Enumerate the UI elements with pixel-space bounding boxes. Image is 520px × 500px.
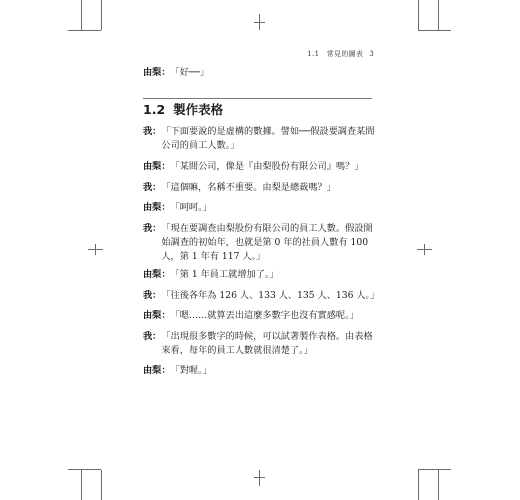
dialogue-text: 「第 1 年員工就增加了。」 — [170, 269, 279, 280]
dialogue-line — [143, 222, 375, 264]
section-heading — [143, 100, 223, 118]
dialogue-text: 「這個嘛，名稱不重要。由梨是總裁嗎？」 — [161, 182, 336, 193]
dialogue-line — [143, 268, 375, 282]
dialogue-line — [143, 201, 375, 215]
dialogue-text: 「呵呵。」 — [170, 202, 212, 213]
dialogue-text: 「某間公司，像是『由梨股份有限公司』嗎？」 — [170, 161, 364, 172]
dialogue-text: 「現在要調查由梨股份有限公司的員工人數。假設開始調查的初始年，也就是第 0 年的社員人數有 100 人，第 1 年有 117 人。」 — [161, 223, 373, 262]
dialogue-line — [143, 181, 375, 195]
crop-mark-top-left-v1 — [101, 0, 102, 30]
speaker-label: 我： — [143, 290, 162, 301]
dialogue-text: 「好──」 — [170, 67, 210, 78]
crop-mark-top-left-v2 — [81, 0, 82, 30]
speaker-label: 由梨： — [143, 365, 171, 376]
section-rule — [143, 98, 372, 99]
header-page-number: 3 — [369, 50, 374, 58]
section-title: 製作表格 — [173, 102, 224, 117]
dialogue-line — [143, 160, 375, 174]
crop-mark-bottom-right-v2 — [438, 470, 439, 500]
header-section-label: 1.1 常見的圖表 — [307, 50, 364, 58]
crop-mark-top-right-v1 — [418, 0, 419, 30]
dialogue-text: 「嗯……就算丟出這麼多數字也沒有實感呢。」 — [170, 310, 359, 321]
dialogue-line — [143, 125, 375, 153]
speaker-label: 由梨： — [143, 310, 171, 321]
speaker-label: 我： — [143, 182, 162, 193]
crop-mark-bottom-right-h — [418, 469, 451, 470]
dialogue-line — [143, 364, 375, 378]
speaker-label: 由梨： — [143, 161, 171, 172]
dialogue-line-intro — [143, 66, 375, 80]
section-number: 1.2 — [143, 102, 166, 117]
crop-mark-left-center-v — [95, 244, 96, 255]
crop-mark-bottom-left-v1 — [101, 470, 102, 500]
speaker-label: 由梨： — [143, 67, 171, 78]
crop-mark-top-right-v2 — [438, 0, 439, 30]
dialogue-text: 「出現很多數字的時候，可以試著製作表格。由表格來看，每年的員工人數就很清楚了。」 — [161, 331, 373, 356]
speaker-label: 我： — [143, 331, 162, 342]
crop-mark-top-center-h — [254, 22, 265, 23]
dialogue-line — [143, 330, 375, 358]
speaker-label: 我： — [143, 223, 162, 234]
crop-mark-bottom-right-v1 — [418, 470, 419, 500]
running-header — [307, 49, 374, 59]
crop-mark-top-left-h — [68, 30, 101, 31]
crop-mark-bottom-center-h — [254, 477, 265, 478]
speaker-label: 由梨： — [143, 269, 171, 280]
speaker-label: 由梨： — [143, 202, 171, 213]
dialogue-line — [143, 289, 380, 303]
crop-mark-bottom-left-h — [68, 469, 101, 470]
crop-mark-bottom-center-v — [259, 470, 260, 486]
crop-mark-right-center-v — [424, 244, 425, 255]
crop-mark-top-right-h — [418, 30, 451, 31]
dialogue-line — [143, 309, 375, 323]
dialogue-text: 「對喔。」 — [170, 365, 212, 376]
crop-mark-bottom-left-v2 — [81, 470, 82, 500]
dialogue-text: 「往後各年為 126 人、133 人、135 人、136 人。」 — [161, 290, 380, 301]
dialogue-text: 「下面要說的是虛構的數據。譬如──假設要調查某間公司的員工人數。」 — [161, 126, 375, 151]
speaker-label: 我： — [143, 126, 162, 137]
